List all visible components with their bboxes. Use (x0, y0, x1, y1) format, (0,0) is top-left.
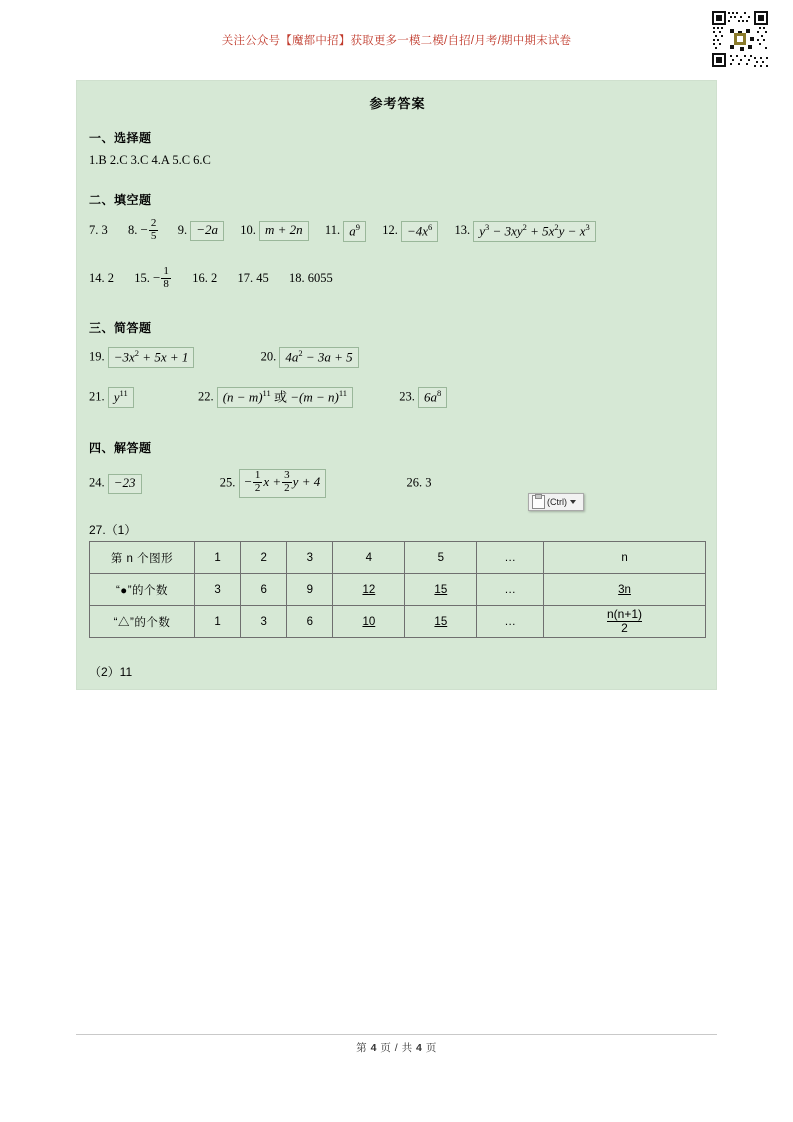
qr-code-icon (709, 8, 773, 72)
table-cell-dots-1: 3 (195, 574, 241, 606)
section-heading-fill: 二、填空题 (89, 193, 152, 207)
answer-10-value: m + 2n (259, 221, 309, 241)
table-cell-dots-n: 3n (544, 574, 706, 606)
answer-27-part2: （2）11 (89, 665, 133, 679)
section-heading-short: 三、简答题 (89, 321, 152, 335)
fill-row-1 (89, 219, 596, 243)
answer-14: 14. 2 (89, 271, 114, 286)
table-cell-dots-2: 6 (241, 574, 287, 606)
short-row-1 (89, 347, 359, 368)
footer-prefix: 第 (356, 1042, 368, 1054)
table-header-cell-3: 3 (287, 542, 333, 574)
footer-middle: 页 / 共 (380, 1042, 413, 1054)
answer-17: 17. 45 (237, 271, 269, 286)
table-row-header (90, 542, 706, 574)
table-cell-tri-1: 1 (195, 606, 241, 638)
answer-8-label: 8. (128, 223, 138, 238)
promo-banner-text: 关注公众号【魔都中招】获取更多一模二模/自招/月考/期中期末试卷 (221, 35, 572, 47)
table-cell-tri-5: 15 (405, 606, 477, 638)
answer-19-label: 19. (89, 349, 105, 364)
table-cell-tri-ellipsis: … (477, 606, 544, 638)
solve-row-1 (89, 469, 431, 498)
answer-10-label: 10. (240, 223, 256, 238)
table-row (90, 574, 706, 606)
answer-11-value: $a^9$ (343, 221, 366, 242)
answer-22-value: $(n - m)^{11}$ 或 $-(m - n)^{11}$ (217, 387, 353, 408)
table-cell-dots-5: 15 (405, 574, 477, 606)
table-row-label-triangles: “△”的个数 (90, 606, 195, 638)
table-cell-tri-4: 10 (333, 606, 405, 638)
answer-sheet-body (76, 80, 717, 690)
table-header-cell-5: 5 (405, 542, 477, 574)
table-cell-dots-ellipsis: … (477, 574, 544, 606)
answer-21-label: 21. (89, 389, 105, 404)
table-header-cell-2: 2 (241, 542, 287, 574)
table-header-cell-7: n (544, 542, 706, 574)
answer-9-label: 9. (177, 223, 188, 238)
table-cell-tri-2: 3 (241, 606, 287, 638)
footer-divider (76, 1034, 717, 1035)
answer-12-label: 12. (382, 223, 398, 238)
footer-suffix: 页 (425, 1042, 437, 1054)
answer-9-value: −2a (190, 221, 224, 241)
answer-24-value: −23 (108, 474, 142, 494)
page-title: 参考答案 (369, 96, 426, 111)
fill-row-2 (89, 267, 333, 291)
clipboard-icon (532, 495, 545, 509)
answer-19-value: $-3x^2 + 5x + 1$ (108, 347, 195, 368)
section-heading-choice: 一、选择题 (89, 131, 152, 145)
pattern-table (89, 541, 706, 638)
answer-20-value: $4a^2 - 3a + 5$ (279, 347, 358, 368)
answer-13-label: 13. (454, 223, 471, 238)
answer-15-label: 15. (134, 271, 150, 286)
table-row (90, 606, 706, 638)
answer-24-label: 24. (89, 475, 105, 490)
answer-18: 18. 6055 (288, 271, 333, 286)
answer-16: 16. 2 (192, 271, 218, 286)
paste-options-button[interactable] (528, 493, 584, 511)
short-row-2 (89, 387, 447, 408)
answer-23-label: 23. (399, 389, 415, 404)
table-header-cell-6: … (477, 542, 544, 574)
answer-8-value: − $\frac{2}{5}$ (140, 217, 157, 242)
table-cell-dots-3: 9 (287, 574, 333, 606)
answer-21-value: $y^{11}$ (108, 387, 134, 408)
answer-12-value: $-4x^6$ (401, 221, 438, 242)
answer-22-label: 22. (197, 389, 214, 404)
answer-15-value: − $\frac{1}{8}$ (153, 265, 169, 290)
table-cell-tri-n (544, 606, 706, 638)
paste-options-label: (Ctrl) (547, 497, 567, 507)
choice-answers: 1.B 2.C 3.C 4.A 5.C 6.C (89, 153, 211, 167)
table-cell-dots-4: 12 (333, 574, 405, 606)
table-header-cell-4: 4 (333, 542, 405, 574)
table-header-cell-1: 1 (195, 542, 241, 574)
section-heading-solve: 四、解答题 (89, 441, 152, 455)
answer-25-label: 25. (219, 475, 236, 490)
promo-banner (0, 0, 793, 78)
answer-11-label: 11. (324, 223, 341, 238)
footer-page-number: 4 (370, 1042, 377, 1054)
answer-26: 26. 3 (406, 475, 432, 490)
chevron-down-icon (570, 500, 576, 504)
answer-27-label: 27.（1） (89, 523, 137, 537)
answer-13-value: $y^3 - 3xy^2 + 5x^2y - x^3$ (473, 221, 595, 242)
page-footer (0, 1040, 793, 1055)
answer-20-label: 20. (260, 349, 277, 364)
answer-25-value: − $\frac{1}{2}$ x + $\frac{3}{2}$ y + 4 (239, 469, 327, 498)
table-row-label-dots: “●”的个数 (90, 574, 195, 606)
fraction-n-n-plus-1-over-2: $\frac{n(n+1)}{2}$ (607, 607, 643, 635)
footer-total-pages: 4 (416, 1042, 423, 1054)
answer-23-value: $6a^8$ (418, 387, 447, 408)
table-header-cell-0: 第 n 个图形 (90, 542, 195, 574)
pattern-table-wrapper (89, 541, 706, 638)
answer-7: 7. 3 (89, 223, 108, 238)
table-cell-tri-3: 6 (287, 606, 333, 638)
